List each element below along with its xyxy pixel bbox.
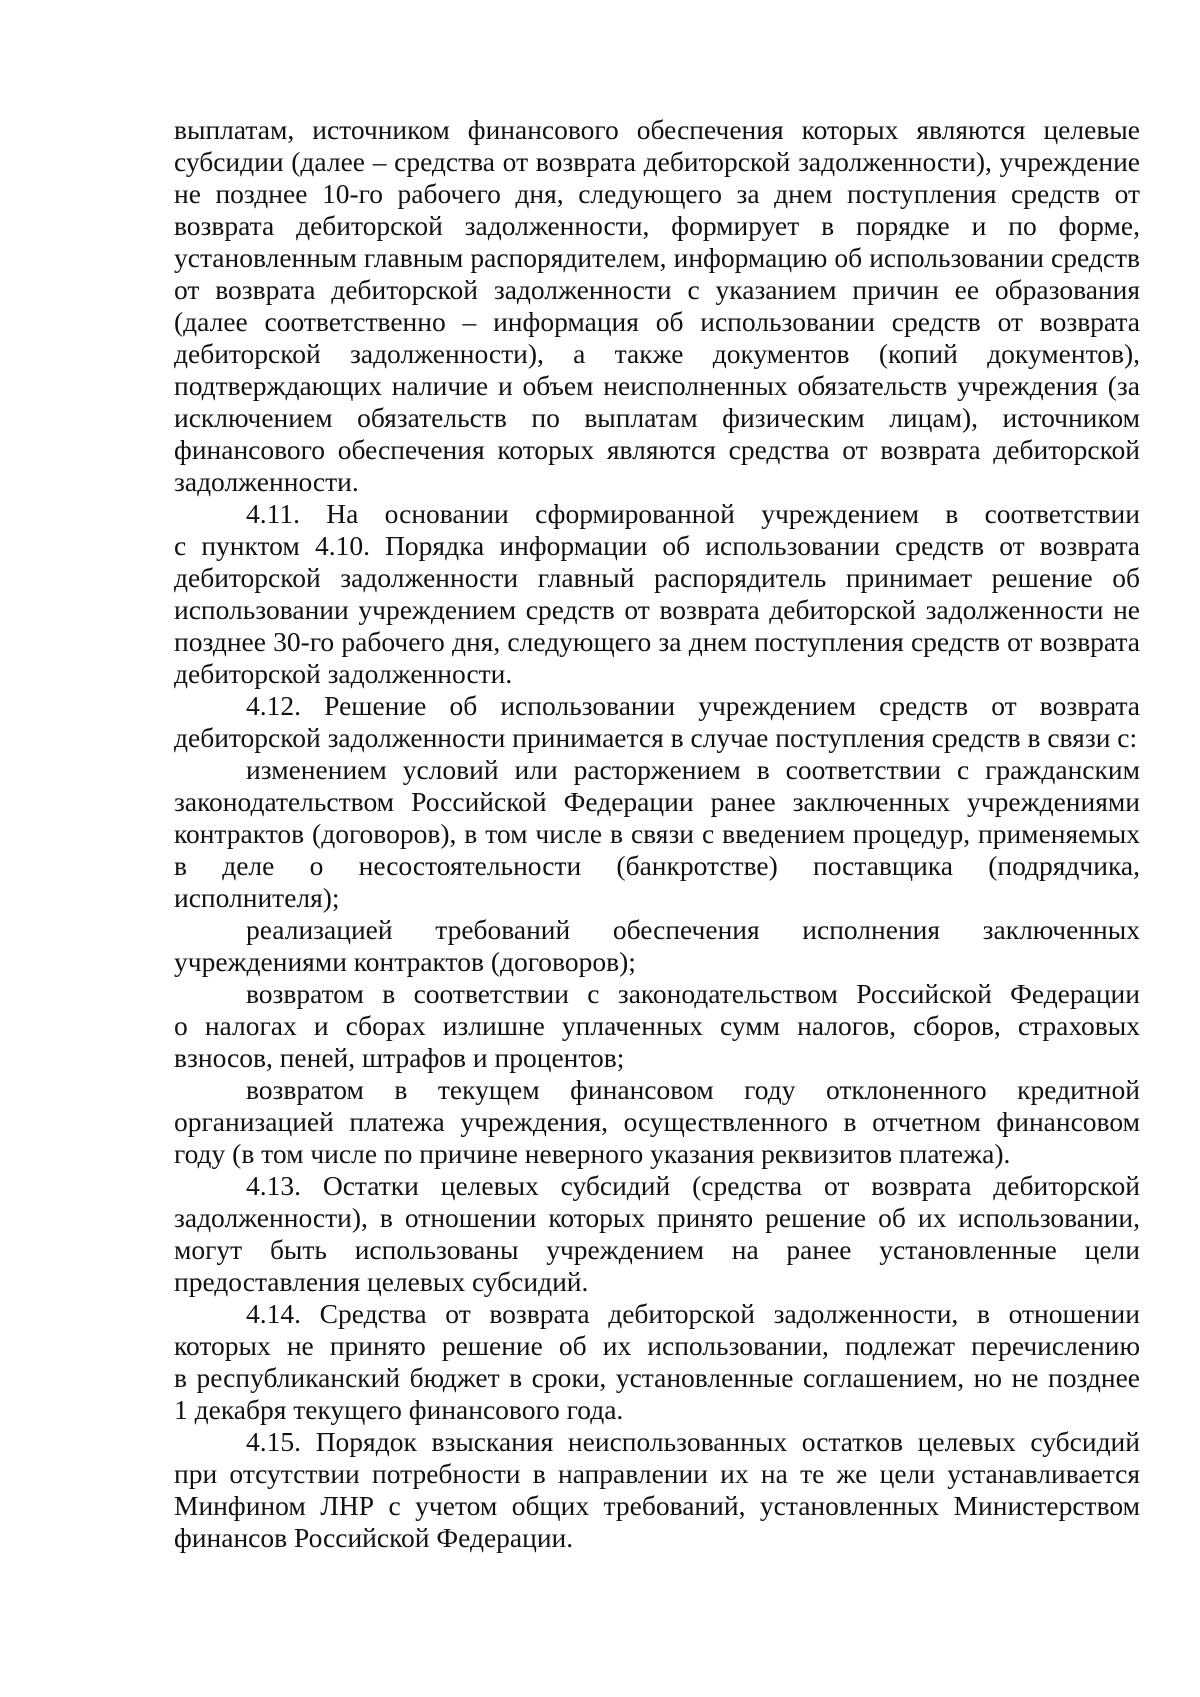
paragraph-continuation: выплатам, источником финансового обеспечения которых являются целевые субсидии (далее – средства от возврата дебиторской задолженности), учреждение не позднее 10-го рабочего дня, следующего за днем поступления средств от возврата дебиторской задолженности, формирует в порядке и по форме, установленным главным распорядителем, информацию об использовании средств от возврата дебиторской задолженности с указанием причин ее образования (далее соответственно – информация об использовании средств от возврата дебиторской задолженности), а также документов (копий документов), подтверждающих наличие и объем неисполненных обязательств учреждения (за исключением обязательств по выплатам физическим лицам), источником финансового обеспечения которых являются средства от возврата дебиторской задолженности.	[174, 114, 1140, 497]
list-item-contract-changes: изменением условий или расторжением в соответствии с гражданским законодательством Российской Федерации ранее заключенных учреждениями контрактов (договоров), в том числе в связи с введением процедур, применяемых в деле о несостоятельности (банкротстве) поставщика (подрядчика, исполнителя);	[174, 754, 1140, 913]
list-item-guarantee-enforcement: реализацией требований обеспечения исполнения заключенных учреждениями контрактов (договоров);	[174, 914, 1140, 977]
list-item-rejected-payment: возвратом в текущем финансовом году отклоненного кредитной организацией платежа учреждения, осуществленного в отчетном финансовом году (в том числе по причине неверного указания реквизитов платежа).	[174, 1074, 1140, 1169]
list-item-tax-refund: возвратом в соответствии с законодательством Российской Федерации о налогах и сборах излишне уплаченных сумм налогов, сборов, страховых взносов, пеней, штрафов и процентов;	[174, 978, 1140, 1073]
paragraph-4-15: 4.15. Порядок взыскания неиспользованных остатков целевых субсидий при отсутствии потребности в направлении их на те же цели устанавливается Минфином ЛНР с учетом общих требований, установленных Министерством финансов Российской Федерации.	[174, 1426, 1140, 1553]
paragraph-4-13: 4.13. Остатки целевых субсидий (средства от возврата дебиторской задолженности), в отношении которых принято решение об их использовании, могут быть использованы учреждением на ранее установленные цели предоставления целевых субсидий.	[174, 1170, 1140, 1297]
paragraph-4-11: 4.11. На основании сформированной учреждением в соответствии с пунктом 4.10. Порядка информации об использовании средств от возврата дебиторской задолженности главный распорядитель принимает решение об использовании учреждением средств от возврата дебиторской задолженности не позднее 30-го рабочего дня, следующего за днем поступления средств от возврата дебиторской задолженности.	[174, 498, 1140, 689]
paragraph-4-12: 4.12. Решение об использовании учреждением средств от возврата дебиторской задолженности принимается в случае поступления средств в связи с:	[174, 690, 1140, 753]
document-page	[174, 114, 1140, 1554]
paragraph-4-14: 4.14. Средства от возврата дебиторской задолженности, в отношении которых не принято решение об их использовании, подлежат перечислению в республиканский бюджет в сроки, установленные соглашением, но не позднее 1 декабря текущего финансового года.	[174, 1298, 1140, 1425]
